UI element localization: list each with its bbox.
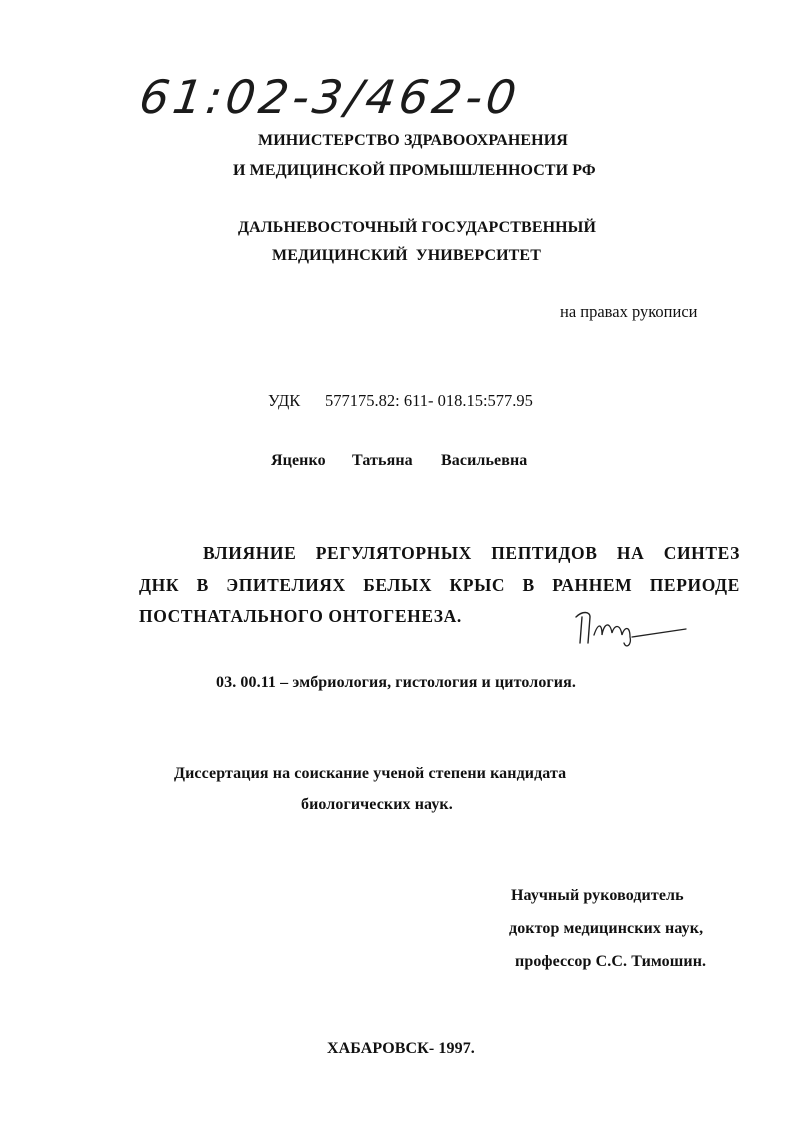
university-line-2: МЕДИЦИНСКИЙ УНИВЕРСИТЕТ [272, 247, 541, 264]
archive-number-handwritten: 61:02-3/462-0 [136, 70, 524, 124]
specialty-line: 03. 00.11 – эмбриология, гистология и цитология. [216, 674, 576, 691]
thesis-title-line-1 [203, 543, 740, 564]
degree-line-2: биологических наук. [301, 796, 453, 813]
udc-label: УДК [268, 391, 301, 410]
thesis-title-line-2 [139, 575, 740, 596]
title-word: В [196, 575, 209, 595]
title-word: СИНТЕЗ [663, 543, 740, 563]
thesis-title-line-3: ПОСТНАТАЛЬНОГО ОНТОГЕНЕЗА. [139, 606, 462, 626]
author-surname: Яценко [271, 452, 326, 469]
title-word: ВЛИЯНИЕ [203, 543, 297, 563]
title-word: ЭПИТЕЛИЯХ [226, 575, 346, 595]
title-word: РЕГУЛЯТОРНЫХ [315, 543, 472, 563]
title-word: В [522, 575, 535, 595]
signature-scribble [568, 605, 690, 651]
ministry-line-2: И МЕДИЦИНСКОЙ ПРОМЫШЛЕННОСТИ РФ [233, 162, 596, 179]
manuscript-note: на правах рукописи [560, 302, 698, 321]
title-word: БЕЛЫХ [363, 575, 433, 595]
author-patronymic: Васильевна [441, 452, 528, 469]
title-word: ДНК [139, 575, 180, 595]
title-word: РАННЕМ [552, 575, 633, 595]
university-line-1: ДАЛЬНЕВОСТОЧНЫЙ ГОСУДАРСТВЕННЫЙ [238, 219, 597, 236]
degree-line-1: Диссертация на соискание ученой степени кандидата [174, 765, 567, 782]
author-name: Татьяна [352, 452, 413, 469]
supervisor-name: профессор С.С. Тимошин. [515, 953, 707, 970]
supervisor-title: Научный руководитель [511, 887, 684, 904]
udc-code: 577175.82: 611- 018.15:577.95 [325, 391, 533, 410]
ministry-line-1: МИНИСТЕРСТВО ЗДРАВООХРАНЕНИЯ [258, 132, 568, 149]
title-word: КРЫС [449, 575, 506, 595]
supervisor-degree: доктор медицинских наук, [509, 920, 704, 937]
title-word: НА [616, 543, 645, 563]
city-year: ХАБАРОВСК- 1997. [327, 1040, 475, 1057]
title-word: ПЕПТИДОВ [491, 543, 598, 563]
title-word: ПЕРИОДЕ [649, 575, 740, 595]
